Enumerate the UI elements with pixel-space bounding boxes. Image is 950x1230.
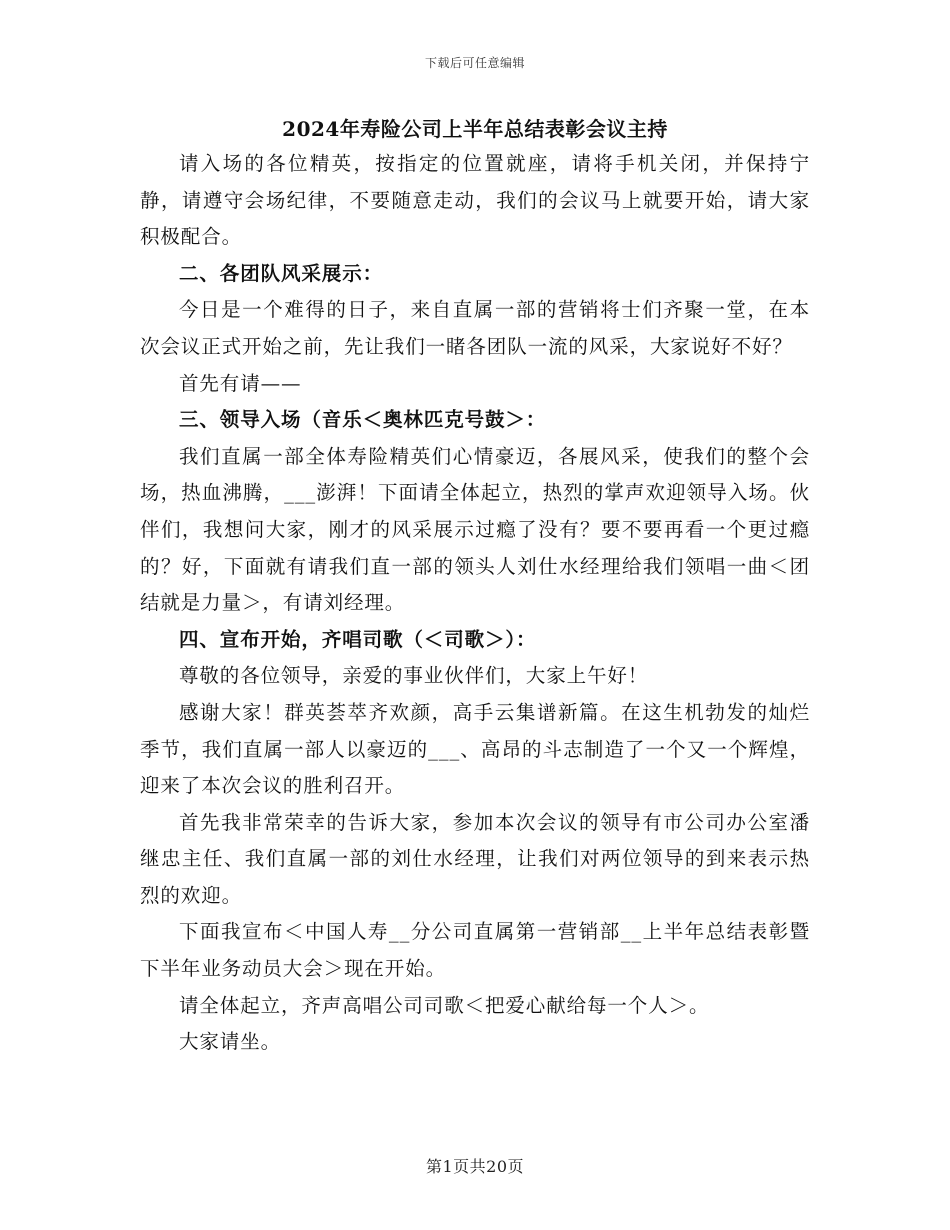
section-heading: 二、各团队风采展示： [179, 261, 384, 285]
page-footer: 第1页共20页 [425, 1157, 525, 1176]
paragraph: 我们直属一部全体寿险精英们心情豪迈，各展风采，使我们的整个会场，热血沸腾，___澎湃！下面请全体起立，热烈的掌声欢迎领导入场。伙伴们，我想问大家，刚才的风采展示过瘾了没有？要不要再看一个更过瘾的？好，下面就有请我们直一部的领头人刘仕水经理给我们领唱一曲＜团结就是力量＞，有请刘经理。 [140, 444, 810, 615]
paragraph: 首先有请—— [179, 371, 302, 395]
section-heading: 四、宣布开始，齐唱司歌（＜司歌＞）： [179, 627, 537, 651]
paragraph: 感谢大家！群英荟萃齐欢颜，高手云集谱新篇。在这生机勃发的灿烂季节，我们直属一部人以豪迈的___、高昂的斗志制造了一个又一个辉煌，迎来了本次会议的胜利召开。 [140, 700, 810, 798]
paragraph: 尊敬的各位领导，亲爱的事业伙伴们，大家上午好！ [179, 664, 649, 688]
header-note: 下载后可任意编辑 [424, 56, 525, 70]
paragraph: 大家请坐。 [179, 1030, 282, 1054]
paragraph: 请全体起立，齐声高唱公司司歌＜把爱心献给每一个人＞。 [179, 993, 710, 1017]
section-heading: 三、领导入场（音乐＜奥林匹克号鼓＞： [179, 408, 547, 432]
paragraph: 今日是一个难得的日子，来自直属一部的营销将士们齐聚一堂，在本次会议正式开始之前，先让我们一睹各团队一流的风采，大家说好不好？ [140, 298, 810, 358]
paragraph: 下面我宣布＜中国人寿__分公司直属第一营销部__上半年总结表彰暨下半年业务动员大会＞现在开始。 [140, 920, 810, 981]
document-body [140, 146, 810, 1061]
document-title: 2024年寿险公司上半年总结表彰会议主持 [282, 117, 668, 141]
paragraph: 请入场的各位精英，按指定的位置就座，请将手机关闭，并保持宁静，请遵守会场纪律，不要随意走动，我们的会议马上就要开始，请大家积极配合。 [140, 152, 810, 249]
paragraph: 首先我非常荣幸的告诉大家，参加本次会议的领导有市公司办公室潘继忠主任、我们直属一部的刘仕水经理，让我们对两位领导的到来表示热烈的欢迎。 [140, 810, 810, 907]
